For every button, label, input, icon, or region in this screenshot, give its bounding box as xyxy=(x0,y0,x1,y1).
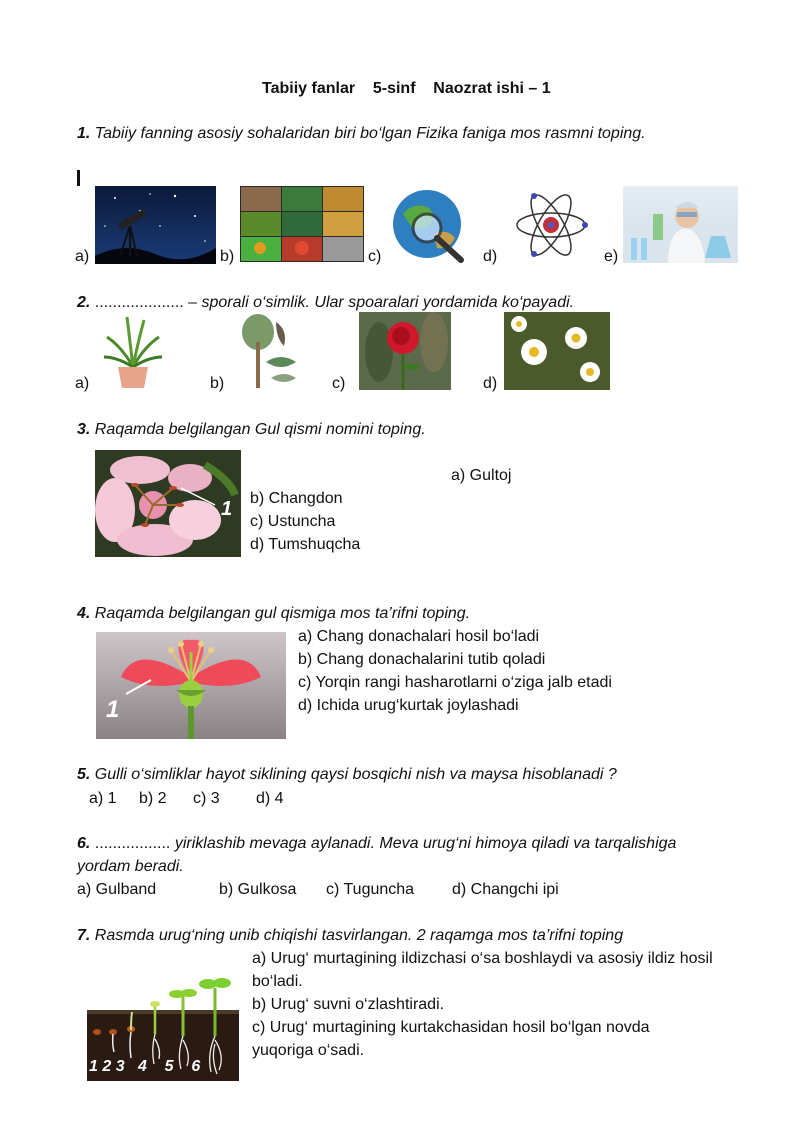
question-5-text: Gulli o‘simliklar hayot siklining qaysi bosqichi nish va maysa hisoblanadi ? xyxy=(94,766,617,783)
q1-option-b[interactable]: b) xyxy=(220,248,235,265)
q2-option-b[interactable]: b) xyxy=(210,375,225,392)
title-subject: Tabiiy fanlar xyxy=(262,80,356,97)
question-4 xyxy=(77,604,470,624)
q5-answer-a[interactable]: a) 1 xyxy=(89,790,117,807)
q4-answer-c[interactable]: c) Yorqin rangi hasharotlarni o‘ziga jalb etadi xyxy=(298,674,612,691)
question-6-number: 6. xyxy=(77,835,91,852)
chamomile-image[interactable] xyxy=(504,312,610,390)
q3-answer-b[interactable]: b) Changdon xyxy=(250,490,343,507)
question-5-number: 5. xyxy=(77,766,91,783)
red-rose-image[interactable] xyxy=(359,312,451,390)
question-7-text: Rasmda urug‘ning unib chiqishi tasvirlangan. 2 raqamga mos ta’rifni toping xyxy=(94,927,624,944)
globe-magnifier-image[interactable] xyxy=(389,186,469,266)
stage-number: 5 xyxy=(164,1058,174,1075)
question-7 xyxy=(77,926,623,946)
q7-answer-c-line1[interactable]: c) Urug‘ murtagining kurtakchasidan hosil bo‘lgan novda xyxy=(252,1019,650,1036)
question-5 xyxy=(77,765,617,785)
q5-answer-d[interactable]: d) 4 xyxy=(256,790,284,807)
q1-option-e[interactable]: e) xyxy=(604,248,619,265)
page-title xyxy=(262,79,551,99)
question-1-number: 1. xyxy=(77,125,91,142)
nature-collage-image[interactable] xyxy=(240,186,364,262)
q7-answer-a-line2[interactable]: bo‘ladi. xyxy=(252,973,303,990)
stage-number: 4 xyxy=(137,1058,147,1075)
question-3-number: 3. xyxy=(77,421,91,438)
fern-pot-image[interactable] xyxy=(102,312,164,390)
question-4-text: Raqamda belgilangan gul qismiga mos ta’rifni toping. xyxy=(94,605,471,622)
q4-marker-number: 1 xyxy=(106,696,120,723)
q6-answer-c[interactable]: c) Tuguncha xyxy=(326,881,415,898)
question-2-blank: .................... xyxy=(94,294,184,311)
q6-answer-a[interactable]: a) Gulband xyxy=(77,881,157,898)
stage-number: 2 xyxy=(102,1058,112,1075)
stage-number: 3 xyxy=(115,1058,125,1075)
q1-option-a[interactable]: a) xyxy=(75,248,90,265)
flower-diagram-image xyxy=(96,632,286,739)
q1-option-d[interactable]: d) xyxy=(483,248,498,265)
stage-number: 6 xyxy=(191,1058,201,1075)
title-work: Naozrat ishi – 1 xyxy=(433,80,551,97)
question-2-text: – sporali o‘simlik. Ular spoaralari yordamida ko‘payadi. xyxy=(188,294,575,311)
q6-answer-d[interactable]: d) Changchi ipi xyxy=(452,881,559,898)
q3-answer-c[interactable]: c) Ustuncha xyxy=(250,513,336,530)
q2-option-c[interactable]: c) xyxy=(332,375,346,392)
telescope-image[interactable] xyxy=(95,186,216,264)
conifer-image[interactable] xyxy=(236,312,298,390)
q2-option-a[interactable]: a) xyxy=(75,375,90,392)
lily-flower-image xyxy=(95,450,241,557)
question-6-blank: ................. xyxy=(94,835,171,852)
title-grade: 5-sinf xyxy=(372,80,416,97)
q3-answer-a[interactable]: a) Gultoj xyxy=(451,467,512,484)
q7-answer-c-line2[interactable]: yuqoriga o‘sadi. xyxy=(252,1042,365,1059)
question-7-number: 7. xyxy=(77,927,91,944)
question-3 xyxy=(77,420,426,440)
q4-answer-d[interactable]: d) Ichida urug‘kurtak joylashadi xyxy=(298,697,519,714)
q3-marker-number: 1 xyxy=(221,498,233,520)
q6-answer-b[interactable]: b) Gulkosa xyxy=(219,881,297,898)
seed-germination-image xyxy=(87,974,239,1081)
text-cursor xyxy=(77,170,80,186)
question-6-text-line1: yiriklashib mevaga aylanadi. Meva urug‘ni himoya qiladi va tarqalishiga xyxy=(174,835,677,852)
question-6 xyxy=(77,834,676,854)
question-2-number: 2. xyxy=(77,294,91,311)
q7-answer-a-line1[interactable]: a) Urug‘ murtagining ildizchasi o‘sa boshlaydi va asosiy ildiz hosil xyxy=(252,950,713,967)
q5-answer-b[interactable]: b) 2 xyxy=(139,790,167,807)
question-3-text: Raqamda belgilangan Gul qismi nomini toping. xyxy=(94,421,426,438)
q7-answer-b[interactable]: b) Urug‘ suvni o‘zlashtiradi. xyxy=(252,996,445,1013)
q3-answer-d[interactable]: d) Tumshuqcha xyxy=(250,536,361,553)
q1-option-c[interactable]: c) xyxy=(368,248,382,265)
stage-numbers xyxy=(89,1058,200,1076)
question-4-number: 4. xyxy=(77,605,91,622)
q2-option-d[interactable]: d) xyxy=(483,375,498,392)
q4-answer-b[interactable]: b) Chang donachalarini tutib qoladi xyxy=(298,651,546,668)
atom-model-image[interactable] xyxy=(512,186,590,264)
chemist-lab-image[interactable] xyxy=(623,186,738,263)
q4-answer-a[interactable]: a) Chang donachalari hosil bo‘ladi xyxy=(298,628,540,645)
stage-number: 1 xyxy=(89,1058,98,1075)
q5-answer-c[interactable]: c) 3 xyxy=(193,790,220,807)
question-2 xyxy=(77,293,574,313)
question-6-text-line2: yordam beradi. xyxy=(77,858,184,875)
question-1 xyxy=(77,124,646,144)
question-1-text: Tabiiy fanning asosiy sohalaridan biri bo‘lgan Fizika faniga mos rasmni toping. xyxy=(94,125,646,142)
